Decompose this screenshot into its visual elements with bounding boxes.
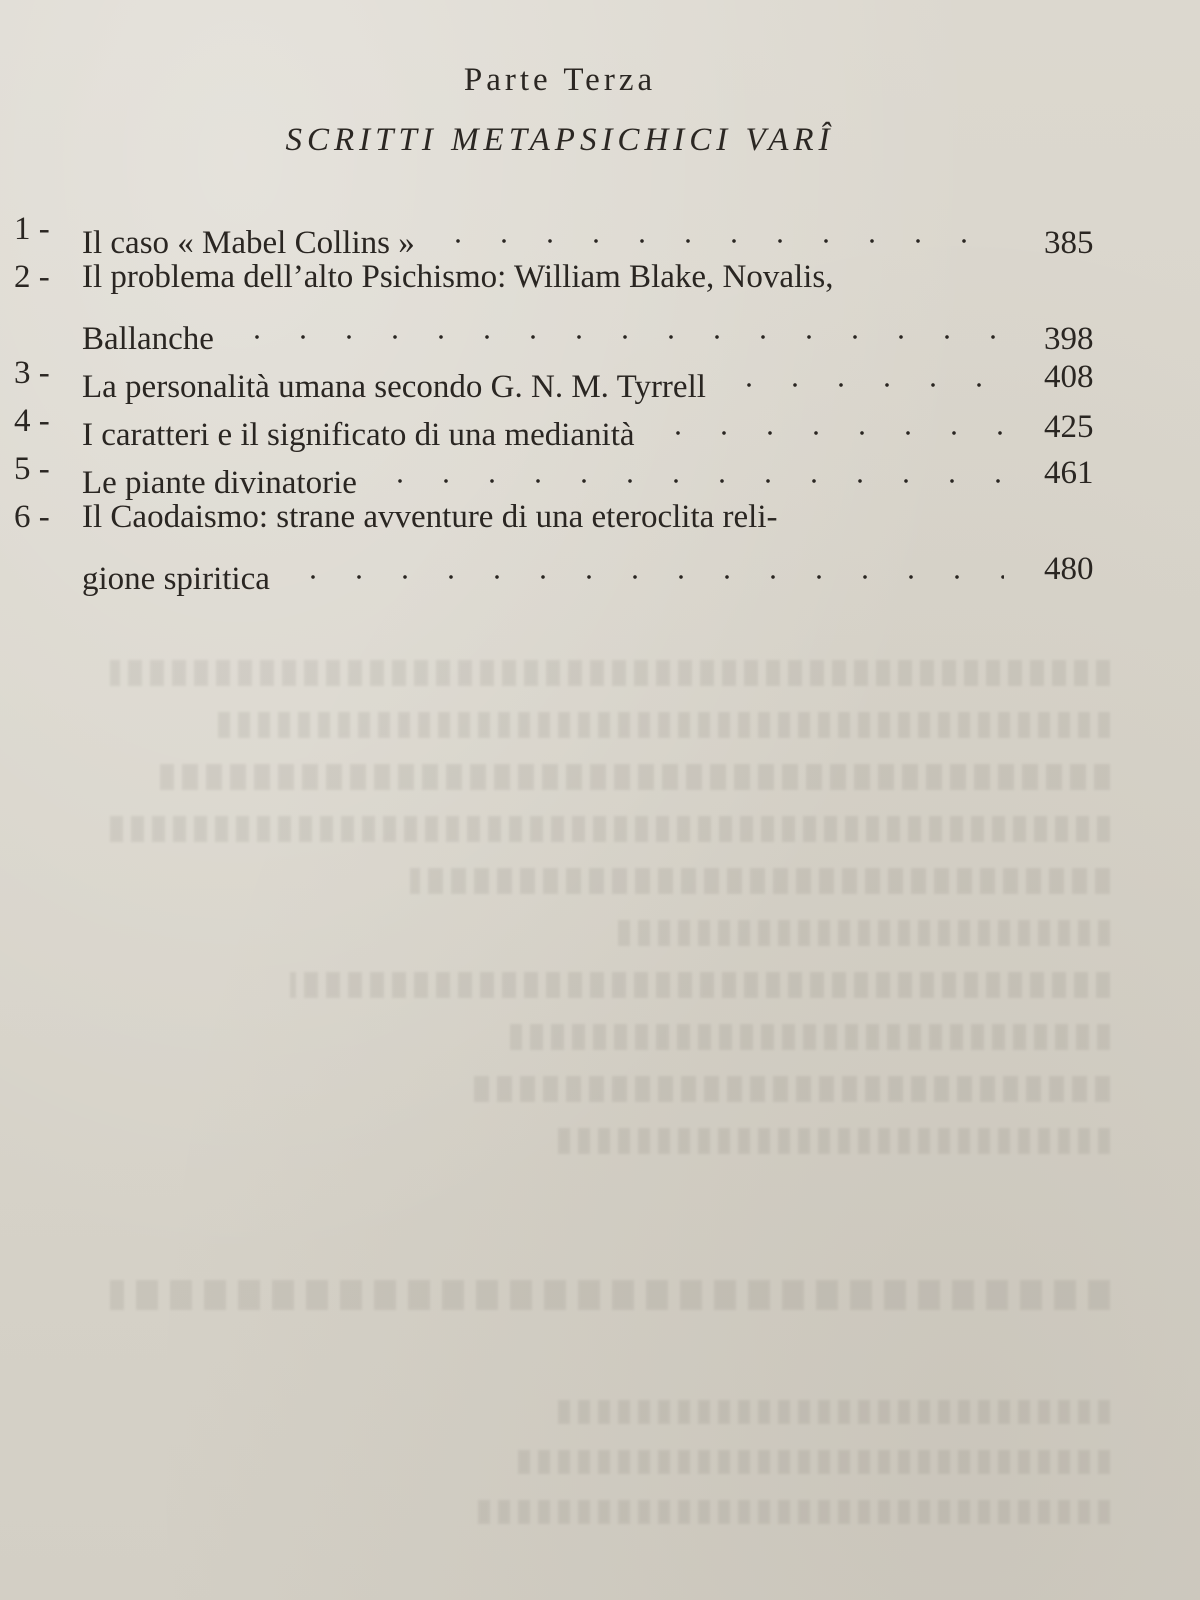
part-label: Parte Terza (463, 62, 657, 98)
toc-entry (14, 397, 1124, 453)
toc-entry-page: 425 (1044, 409, 1094, 445)
bleed-through-texture (0, 640, 1200, 1600)
toc-entry (14, 493, 1124, 597)
toc-entry-number: 4 - (14, 403, 50, 439)
toc-entry-page: 398 (1044, 321, 1094, 357)
toc-entry-title: I caratteri e il significato di una medianità (82, 417, 635, 453)
table-of-contents (14, 205, 1124, 597)
dot-leader (290, 541, 1004, 589)
toc-entry-title: Il caso « Mabel Collins » (82, 225, 415, 261)
section-title: SCRITTI METAPSICHICI VARÎ (285, 122, 835, 158)
toc-entry-number: 3 - (14, 355, 50, 391)
toc-entry (14, 205, 1124, 261)
toc-entry-title-cont: Ballanche (82, 321, 214, 357)
toc-entry-number: 1 - (14, 211, 50, 247)
toc-entry-page: 461 (1044, 455, 1094, 491)
toc-entry-page: 385 (1044, 225, 1094, 261)
dot-leader (726, 349, 1004, 397)
toc-entry-number: 2 - (14, 259, 50, 295)
toc-entry-number: 6 - (14, 499, 50, 535)
dot-leader (377, 445, 1004, 493)
toc-entry (14, 445, 1124, 501)
toc-entry-title: Il Caodaismo: strane avventure di una eteroclita reli- (82, 499, 778, 535)
toc-entry-page: 408 (1044, 359, 1094, 395)
toc-entry-page: 480 (1044, 551, 1094, 587)
toc-entry-title: Le piante divinatorie (82, 465, 357, 501)
toc-entry-title-cont: gione spiritica (82, 561, 270, 597)
dot-leader (435, 205, 1004, 253)
toc-entry-number: 5 - (14, 451, 50, 487)
toc-entry (14, 253, 1124, 357)
dot-leader (234, 301, 1004, 349)
dot-leader (655, 397, 1004, 445)
toc-entry-title: La personalità umana secondo G. N. M. Tyrrell (82, 369, 706, 405)
toc-entry (14, 349, 1124, 405)
toc-entry-title: Il problema dell’alto Psichismo: William Blake, Novalis, (82, 259, 834, 295)
